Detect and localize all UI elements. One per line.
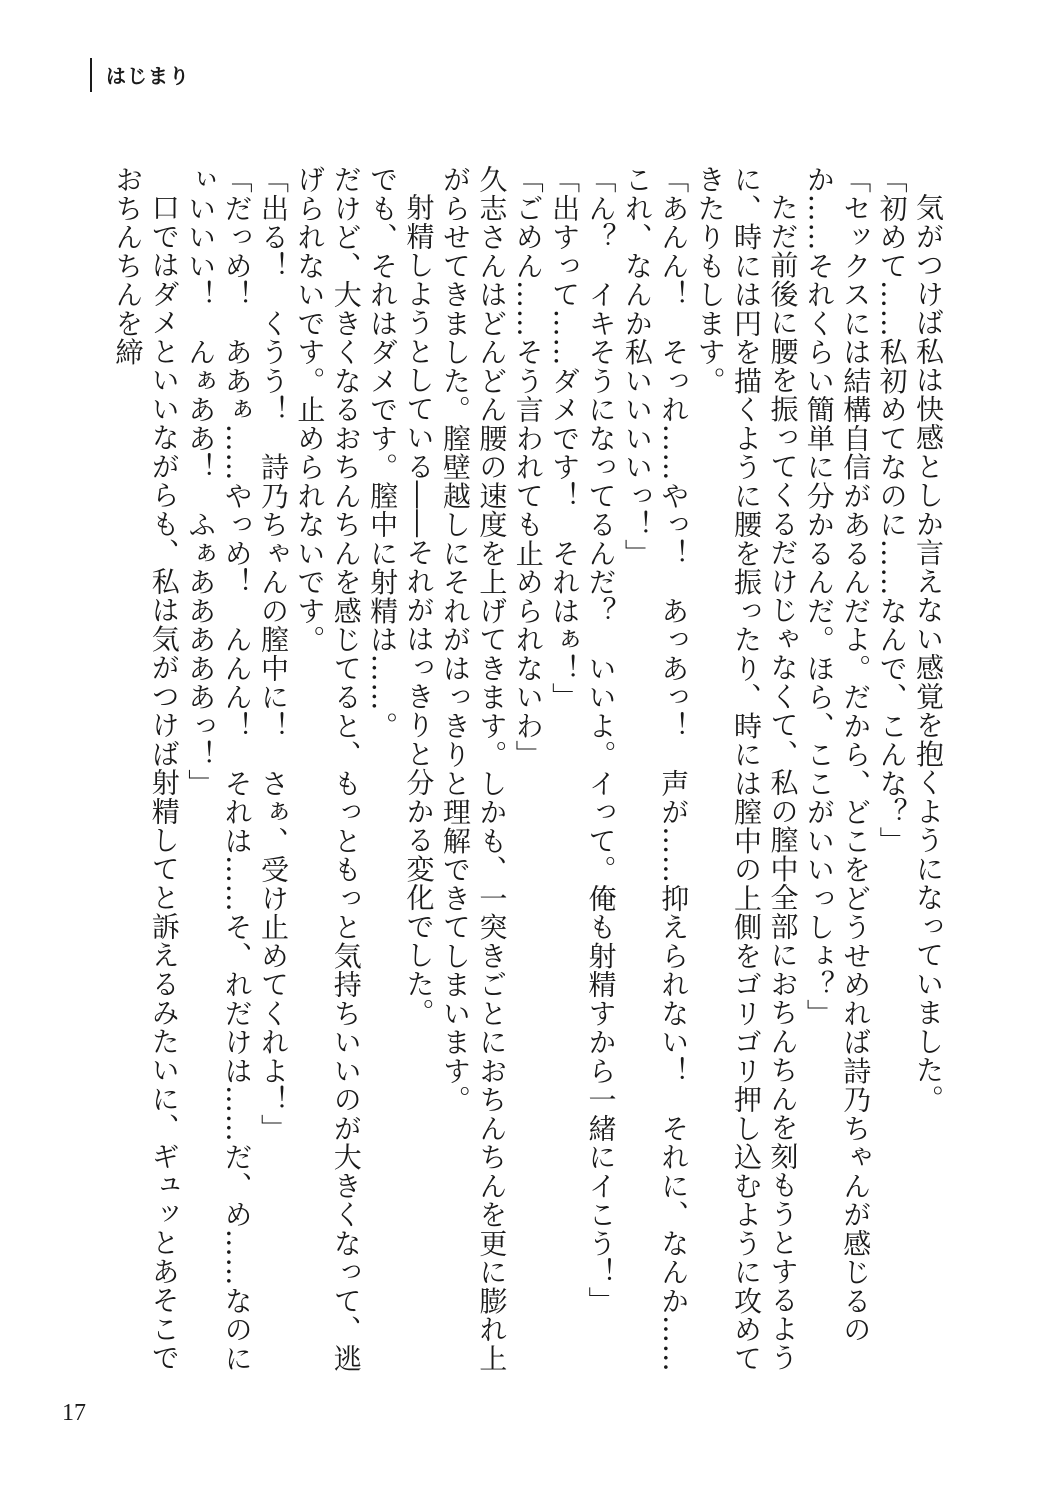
paragraph: 射精しようとしている――それがはっきりと分かる変化でした。	[402, 193, 436, 1027]
paragraph: 「出る！ くうう！ 詩乃ちゃんの膣中に！ さぁ、受け止めてくれよ！」	[256, 165, 290, 1143]
paragraph: でも、それはダメです。膣中に射精は……。	[366, 165, 400, 740]
paragraph: 「出すって……ダメです！ それはぁ！」	[548, 165, 582, 712]
paragraph: 口ではダメといいながらも、私は気がつけば射精してと訴えるみたいに、ギュッとあそこでおちんちんを締	[111, 165, 181, 1372]
paragraph: 「あんん！ そっれ……やっ！ あっあっ！ 声が……抑えられない！ それに、なんか……これ、なんか私いいいいっ！」	[620, 165, 691, 1373]
page-number: 17	[62, 1400, 86, 1426]
paragraph: 「ん？ イキそうになってるんだ？ いいよ。イって。俺も射精すから一緒にイこう！」	[584, 165, 618, 1315]
body-text	[0, 165, 946, 1395]
paragraph: だけど、大きくなるおちんちんを感じてると、もっともっと気持ちいいのが大きくなって、逃げられないです。止められないです。	[293, 165, 363, 1373]
paragraph: 「ごめん……そう言われても止められないわ」	[511, 165, 545, 769]
paragraph: 「だっめ！ ああぁ……やっめ！ んんん！ それは……そ、れだけは……だ、め……なのにぃいいい！ んぁああ！ ふぁあああああっ！」	[184, 165, 254, 1373]
header-rule	[90, 58, 92, 92]
paragraph: 「セックスには結構自信があるんだよ。だから、どこをどうせめれば詩乃ちゃんが感じるのか……それくらい簡単に分かるんだ。ほら、ここがいいっしょ？」	[802, 165, 873, 1344]
paragraph: 久志さんはどんどん腰の速度を上げてきます。しかも、一突きごとにおちんちんを更に膨れ上がらせてきました。膣壁越しにそれがはっきりと理解できてしまいます。	[438, 165, 509, 1373]
chapter-title: はじまり	[106, 64, 190, 88]
paragraph: 気がつけば私は快感としか言えない感覚を抱くようになっていました。	[912, 193, 945, 1113]
paragraph: ただ前後に腰を振ってくるだけじゃなくて、私の膣中全部におちんちんを刻もうとするように、時には円を描くように腰を振ったり、時には膣中の上側をゴリゴリ押し込むように攻めてきたりもします。	[693, 165, 800, 1373]
paragraph: 「初めて……私初めてなのに……なんで、こんな？」	[875, 165, 909, 855]
